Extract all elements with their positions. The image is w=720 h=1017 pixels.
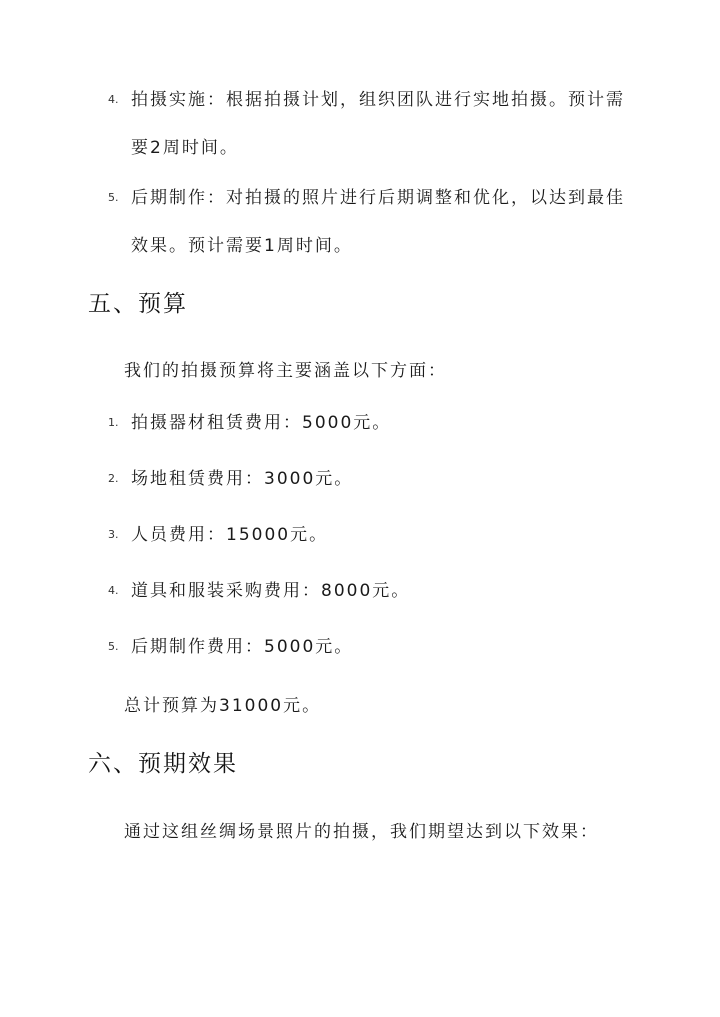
list-item-text: 拍摄实施：根据拍摄计划，组织团队进行实地拍摄。预计需 [131, 90, 625, 110]
list-number: 5. [108, 640, 119, 653]
list-item-text: 后期制作：对拍摄的照片进行后期调整和优化，以达到最佳 [131, 188, 625, 208]
list-item-text: 后期制作费用：5000元。 [131, 637, 354, 657]
list-item [108, 76, 628, 172]
section-heading-budget: 五、预算 [88, 291, 188, 317]
list-item [108, 567, 628, 615]
list-number: 4. [108, 584, 119, 597]
list-item [108, 511, 628, 559]
list-number: 3. [108, 528, 119, 541]
list-number: 4. [108, 93, 119, 106]
list-item [108, 399, 628, 447]
list-item-text: 人员费用：15000元。 [131, 525, 329, 545]
list-number: 2. [108, 472, 119, 485]
list-item-continuation: 要2周时间。 [131, 138, 239, 158]
list-item-text: 拍摄器材租赁费用：5000元。 [131, 413, 392, 433]
list-item [108, 174, 628, 270]
budget-intro: 我们的拍摄预算将主要涵盖以下方面： [124, 361, 447, 381]
list-item-text: 道具和服装采购费用：8000元。 [131, 581, 411, 601]
list-item [108, 623, 628, 671]
list-item-continuation: 效果。预计需要1周时间。 [131, 236, 353, 256]
list-item-text: 场地租赁费用：3000元。 [131, 469, 354, 489]
list-number: 5. [108, 191, 119, 204]
list-item [108, 455, 628, 503]
section-heading-expected-effects: 六、预期效果 [88, 751, 238, 777]
list-number: 1. [108, 416, 119, 429]
budget-total: 总计预算为31000元。 [124, 696, 322, 716]
effects-intro: 通过这组丝绸场景照片的拍摄，我们期望达到以下效果： [124, 822, 599, 842]
